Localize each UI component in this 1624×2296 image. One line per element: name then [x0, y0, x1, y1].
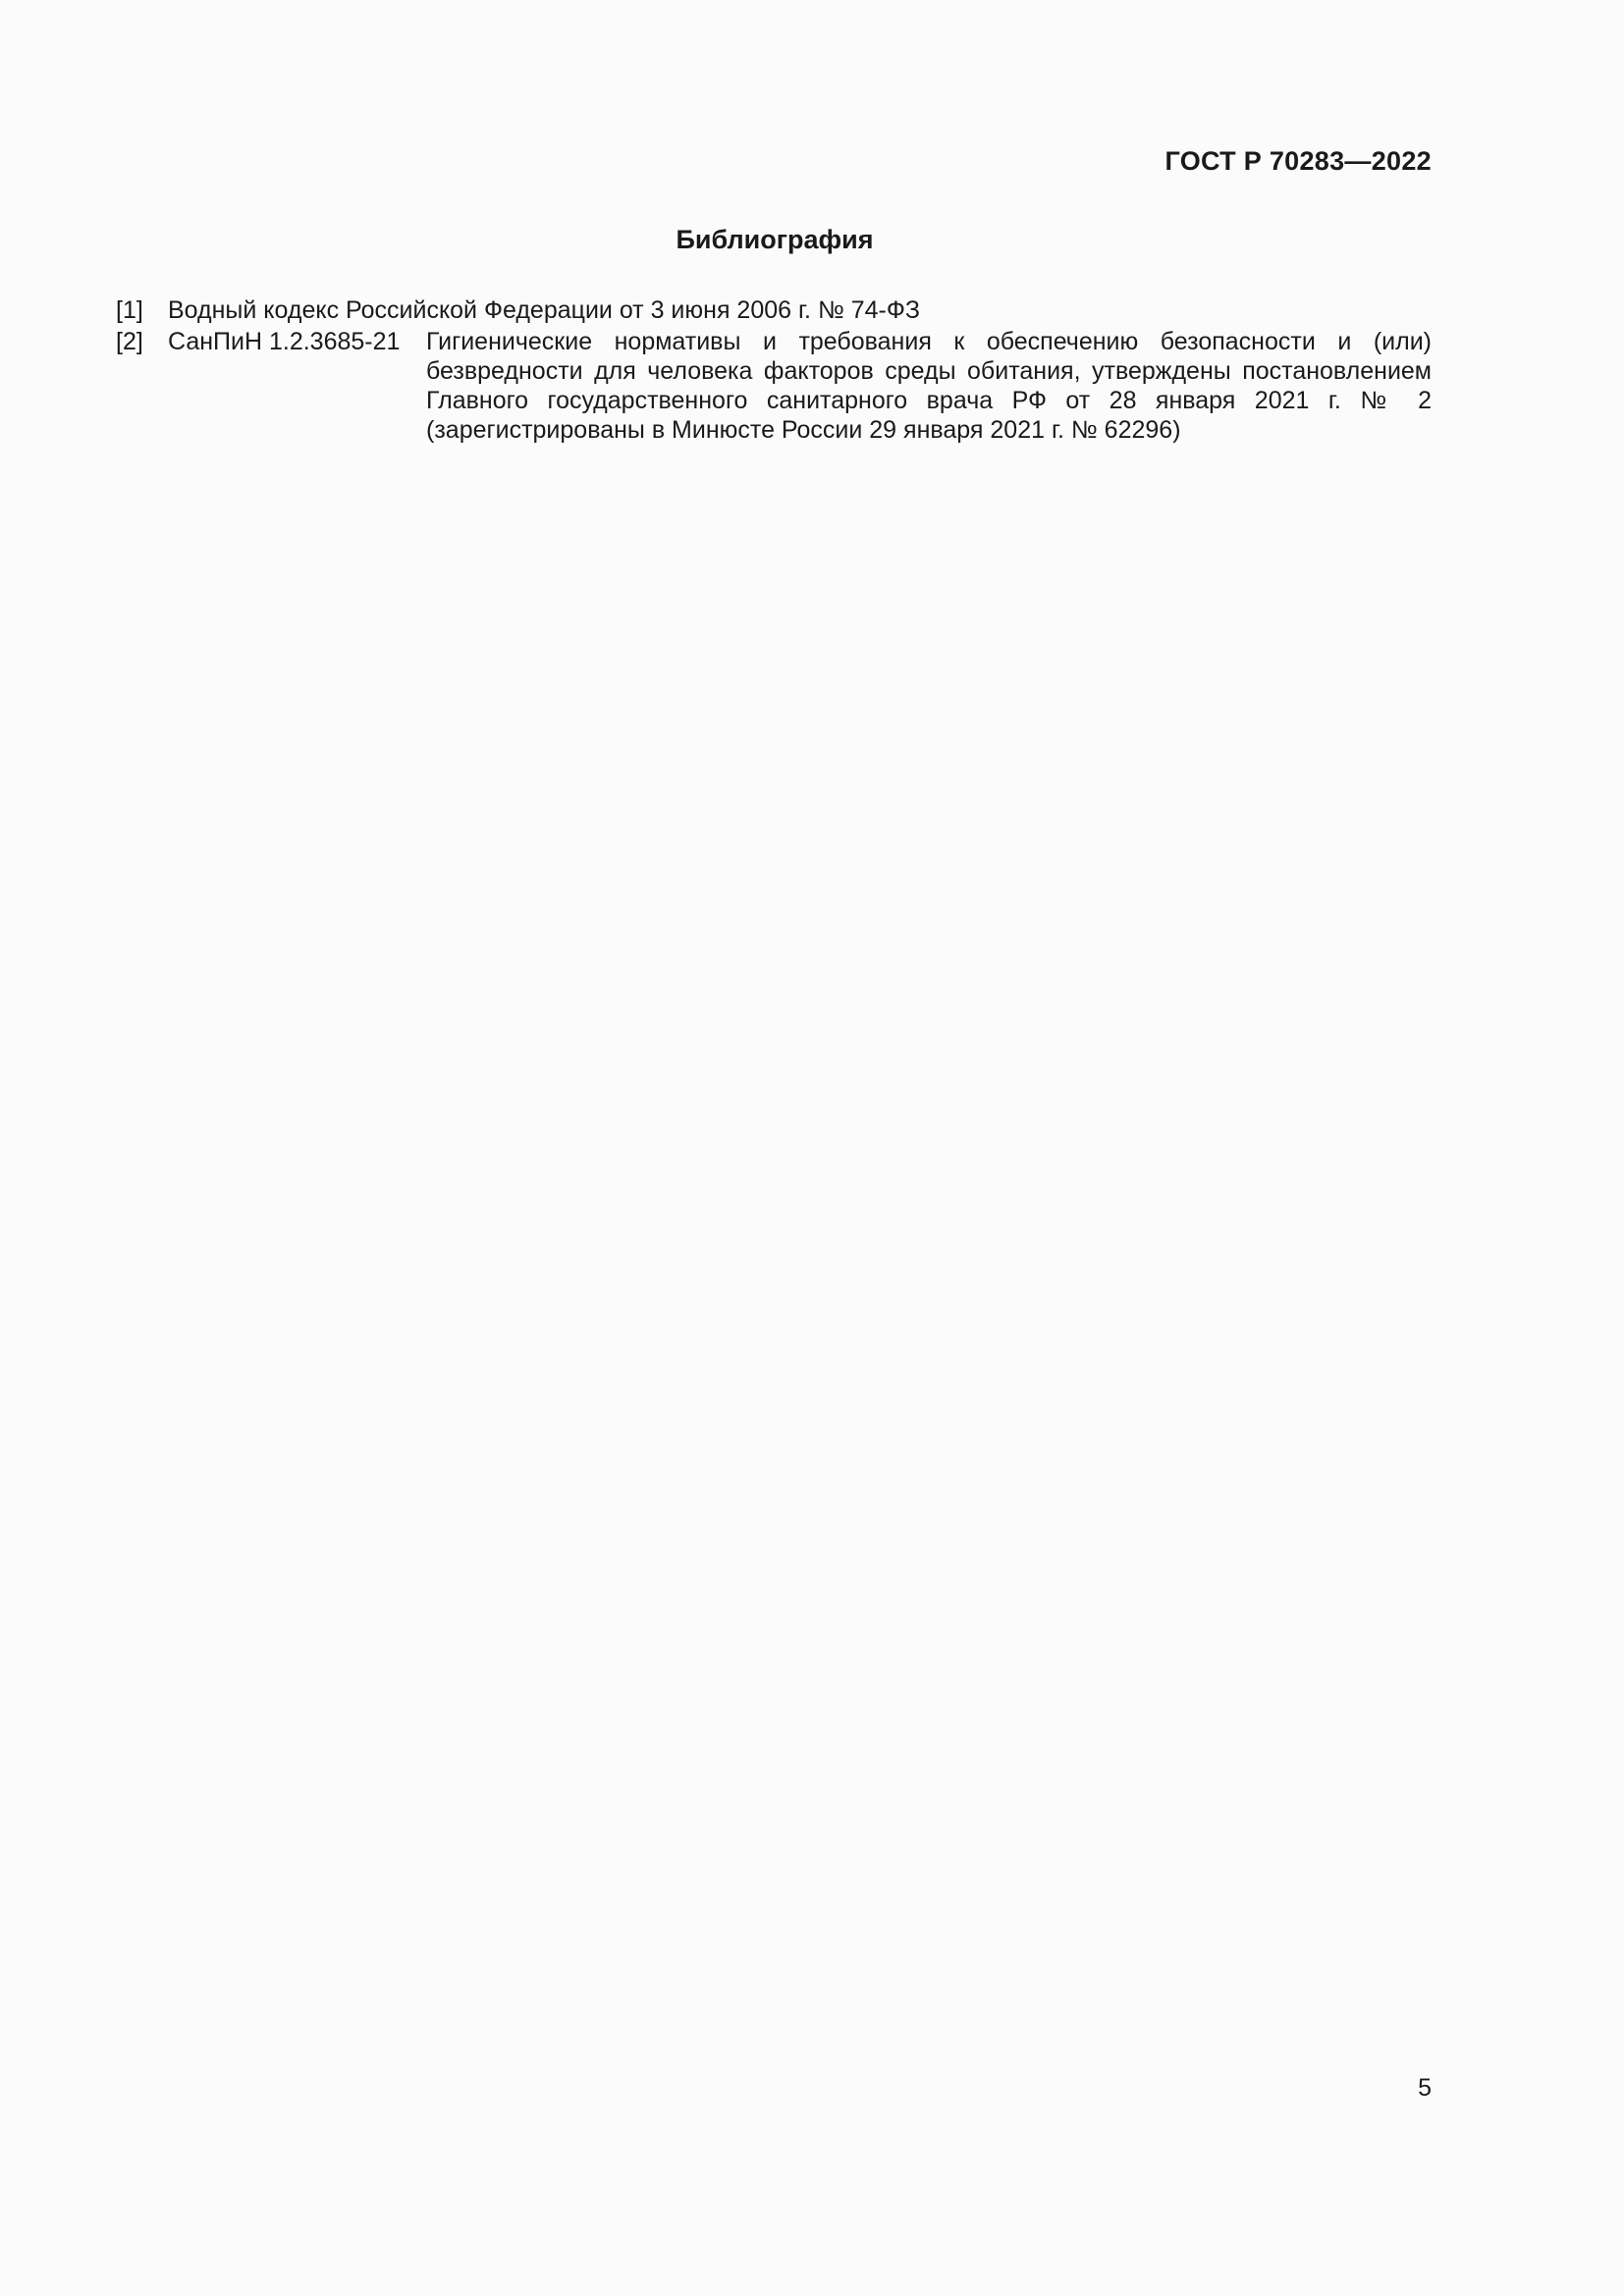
bibliography-entry-code: СанПиН 1.2.3685-21 — [168, 328, 401, 355]
bibliography-entry-1 — [116, 295, 1432, 325]
page-number: 5 — [1418, 2074, 1432, 2102]
bibliography-entry-number: [2] — [116, 328, 143, 355]
document-code: ГОСТ Р 70283—2022 — [1164, 146, 1432, 176]
bibliography-entry-text: Гигиенические нормативы и требования к обеспечению безопасности и (или) безвредности для человека факторов среды обитания, утверждены постановлением Главного государственного санитарного врача РФ от 28 января 2021 г. № 2 (зарегистрированы в Минюсте России 29 января 2021 г. № 62296) — [426, 328, 1432, 444]
bibliography-entry-2 — [116, 327, 1432, 445]
section-title: Библиография — [676, 225, 874, 254]
bibliography-entry-text: Водный кодекс Российской Федерации от 3 июня 2006 г. № 74-ФЗ — [168, 296, 920, 324]
bibliography-entry-number: [1] — [116, 296, 143, 324]
bibliography-list — [116, 295, 1432, 447]
